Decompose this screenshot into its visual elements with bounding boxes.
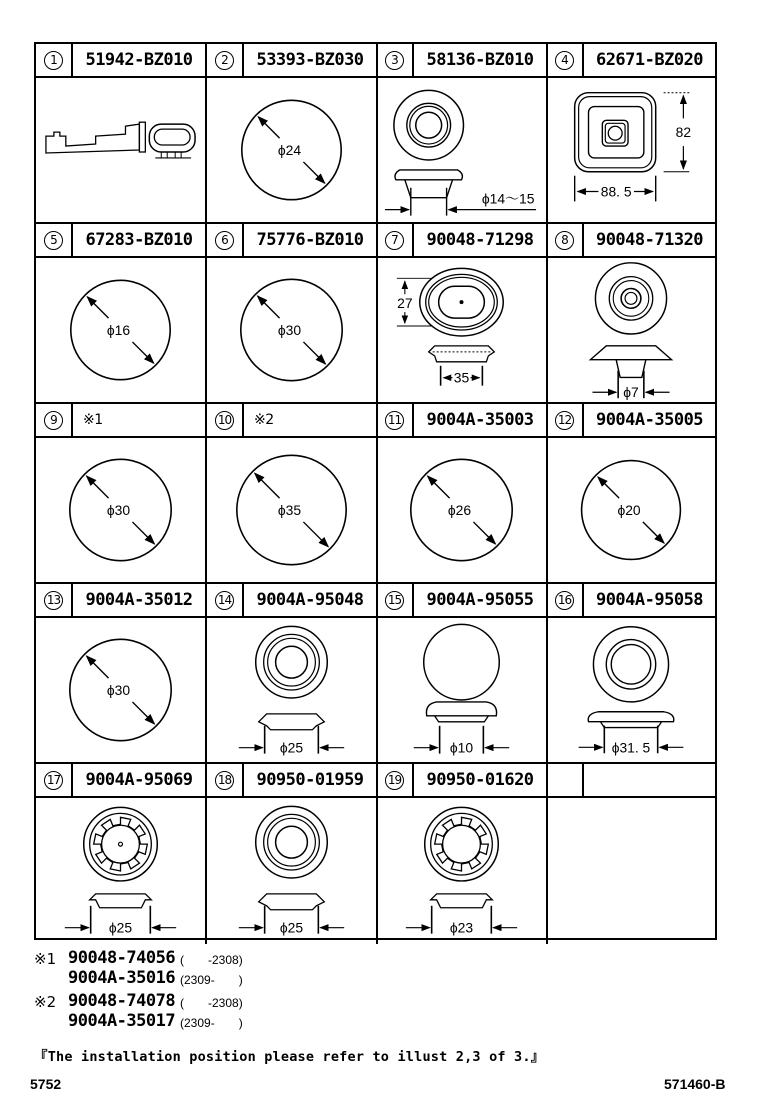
part-header (547, 764, 715, 798)
diameter-label: ϕ25 (279, 919, 304, 936)
part-cell (377, 224, 548, 404)
callout-number: 8 (555, 231, 574, 250)
callout-number-box (547, 404, 584, 436)
part-drawing (207, 78, 376, 224)
footnote-date-range: (2309- ) (180, 973, 243, 987)
diameter-label: ϕ23 (449, 919, 474, 936)
width-label: 88. 5 (600, 183, 632, 200)
part-cell (36, 764, 207, 944)
footnote-mark: ※2 (34, 993, 57, 1011)
dimension-arrow (132, 702, 154, 724)
callout-number: 14 (215, 591, 234, 610)
height-label: 27 (397, 295, 413, 312)
dimension-arrow (87, 656, 109, 678)
callout-number: 2 (215, 51, 234, 70)
part-cell (377, 764, 548, 944)
footnote-date-range: ( -2308) (180, 953, 243, 967)
part-number[interactable]: 9004A-95058 (595, 590, 704, 610)
callout-number-box (36, 584, 73, 616)
part-number[interactable]: 9004A-95055 (426, 590, 534, 610)
part-number[interactable]: 90950-01620 (426, 770, 534, 790)
part-cell (207, 584, 378, 764)
part-drawing (36, 78, 205, 224)
hole-illustration (207, 438, 376, 584)
grommet-square-illustration (547, 78, 715, 224)
callout-number-box (207, 44, 244, 76)
diameter-label: ϕ20 (617, 501, 641, 518)
hole-illustration (377, 438, 546, 584)
part-cell (547, 404, 715, 584)
hole-illustration (207, 258, 376, 404)
callout-number-box (207, 404, 244, 436)
dimension-arrow (258, 117, 279, 138)
part-cell (377, 584, 548, 764)
part-cell (547, 44, 715, 224)
part-cell (207, 404, 378, 584)
dimension-arrow (87, 476, 109, 498)
part-number[interactable]: 75776-BZ010 (256, 230, 364, 250)
grommet-round-illustration (377, 78, 546, 224)
part-header (36, 44, 205, 78)
part-cell (207, 224, 378, 404)
grommet-rings-illustration (207, 798, 376, 944)
installation-instruction: 『The installation position please refer to illust 2,3 of 3.』 (34, 1049, 545, 1065)
footnote-part-number[interactable]: 9004A-35016 (68, 968, 176, 988)
part-cell (36, 44, 207, 224)
callout-number: 4 (555, 51, 574, 70)
part-drawing (36, 258, 205, 404)
part-header (36, 764, 205, 798)
grommet-rings-illustration (207, 618, 376, 764)
diameter-label: ϕ31. 5 (611, 739, 651, 756)
diameter-label: ϕ14～15 (481, 190, 535, 207)
callout-number-box (36, 224, 73, 256)
part-cell (36, 584, 207, 764)
part-header (377, 224, 546, 258)
part-number[interactable]: ※1 (83, 412, 103, 428)
part-cell (207, 44, 378, 224)
part-header (547, 584, 715, 618)
grommet-cone-illustration (547, 258, 715, 404)
callout-number-box (547, 44, 584, 76)
diameter-label: ϕ26 (447, 501, 472, 518)
part-header (377, 764, 546, 798)
callout-number-box (36, 44, 73, 76)
callout-number-box (36, 404, 73, 436)
part-drawing (547, 258, 715, 404)
diameter-label: ϕ35 (277, 501, 302, 518)
part-number[interactable]: 9004A-35005 (595, 410, 704, 430)
part-drawing (547, 438, 715, 584)
height-label: 82 (675, 124, 692, 141)
diameter-label: ϕ10 (449, 739, 474, 756)
callout-number: 13 (44, 591, 63, 610)
footnote-date-range: ( -2308) (180, 996, 243, 1010)
part-number[interactable]: 62671-BZ020 (595, 50, 704, 70)
part-number[interactable]: 90048-71298 (426, 230, 534, 250)
part-drawing (547, 798, 715, 944)
callout-number: 5 (44, 231, 63, 250)
callout-number-box (377, 44, 414, 76)
part-header (36, 224, 205, 258)
empty-cell (547, 764, 715, 944)
part-header (36, 404, 205, 438)
part-cell (377, 404, 548, 584)
dimension-arrow (643, 522, 664, 543)
diameter-label: ϕ30 (277, 321, 302, 338)
dimension-arrow (132, 342, 153, 363)
part-cell (36, 224, 207, 404)
part-drawing (207, 258, 376, 404)
hole-illustration (36, 258, 205, 404)
callout-number-box (547, 584, 584, 616)
dimension-arrow (428, 476, 450, 498)
callout-number-box (547, 764, 584, 796)
part-header (547, 224, 715, 258)
callout-number-box (207, 584, 244, 616)
callout-number-box (377, 584, 414, 616)
part-number[interactable]: 9004A-35012 (85, 590, 193, 610)
bracket-grommet-illustration (36, 78, 205, 224)
callout-number-box (377, 404, 414, 436)
part-number[interactable]: 90048-71320 (595, 230, 704, 250)
footnote-mark: ※1 (34, 950, 57, 968)
illustration-code: 571460-B (664, 1076, 726, 1092)
diameter-label: ϕ7 (623, 384, 639, 401)
part-header (377, 44, 546, 78)
hole-illustration (36, 618, 205, 764)
dimension-arrow (303, 162, 324, 183)
footnote-part-number[interactable]: 90048-74056 (68, 948, 176, 968)
part-header (377, 404, 546, 438)
footnote-part-number[interactable]: 90048-74078 (68, 991, 176, 1011)
part-drawing (547, 618, 715, 764)
diameter-label: ϕ25 (108, 919, 133, 936)
dimension-arrow (87, 297, 108, 318)
page-code-left: 5752 (30, 1076, 62, 1092)
part-number[interactable]: 9004A-95048 (256, 590, 364, 610)
part-header (207, 44, 376, 78)
part-cell (377, 44, 548, 224)
callout-number-box (377, 224, 414, 256)
part-drawing (36, 798, 205, 944)
part-drawing (207, 618, 376, 764)
part-drawing (377, 438, 546, 584)
callout-number: 3 (385, 51, 404, 70)
callout-number: 17 (44, 771, 63, 790)
part-cell (207, 764, 378, 944)
callout-number: 7 (385, 231, 404, 250)
grommet-gear-dot-illustration (36, 798, 205, 944)
part-number[interactable]: 9004A-35003 (426, 410, 534, 430)
callout-number: 1 (44, 51, 63, 70)
part-header (547, 404, 715, 438)
callout-number: 12 (555, 411, 574, 430)
callout-number: 6 (215, 231, 234, 250)
hole-illustration (547, 438, 715, 584)
callout-number: 9 (44, 411, 63, 430)
parts-grid (34, 42, 717, 940)
part-drawing (207, 438, 376, 584)
part-number[interactable]: 51942-BZ010 (85, 50, 193, 70)
hole-illustration (207, 78, 376, 224)
part-header (207, 404, 376, 438)
part-drawing (377, 78, 546, 224)
callout-number-box (207, 224, 244, 256)
part-drawing (377, 258, 546, 404)
callout-number-box (207, 764, 244, 796)
hole-illustration (36, 438, 205, 584)
part-header (377, 584, 546, 618)
diameter-label: ϕ30 (106, 501, 131, 518)
grommet-flat-illustration (547, 618, 715, 764)
dimension-arrow (473, 522, 495, 544)
grommet-oval-illustration (377, 258, 546, 404)
part-drawing (377, 618, 546, 764)
part-drawing (36, 618, 205, 764)
plug-cap-illustration (377, 618, 546, 764)
footnote-part-number[interactable]: 9004A-35017 (68, 1011, 176, 1031)
callout-number: 18 (215, 771, 234, 790)
part-cell (547, 224, 715, 404)
callout-number-box (377, 764, 414, 796)
callout-number-box (36, 764, 73, 796)
part-header (547, 44, 715, 78)
part-header (207, 224, 376, 258)
footnote-date-range: (2309- ) (180, 1016, 243, 1030)
dimension-arrow (598, 477, 619, 498)
part-header (207, 764, 376, 798)
part-header (207, 584, 376, 618)
dimension-arrow (303, 522, 328, 547)
part-header (36, 584, 205, 618)
callout-number: 11 (385, 411, 404, 430)
part-drawing (36, 438, 205, 584)
part-drawing (377, 798, 546, 944)
part-number[interactable]: 9004A-95069 (85, 770, 193, 790)
callout-number: 16 (555, 591, 574, 610)
part-number[interactable]: 90950-01959 (256, 770, 364, 790)
callout-number: 15 (385, 591, 404, 610)
dimension-arrow (258, 296, 280, 318)
part-number[interactable] (584, 764, 715, 796)
part-drawing (207, 798, 376, 944)
dimension-arrow (132, 522, 154, 544)
diameter-label: ϕ30 (106, 681, 131, 698)
dimension-arrow (255, 473, 280, 498)
part-number[interactable]: 58136-BZ010 (426, 50, 534, 70)
callout-number: 19 (385, 771, 404, 790)
part-number[interactable]: 67283-BZ010 (85, 230, 193, 250)
part-drawing (547, 78, 715, 224)
grommet-gear-illustration (377, 798, 546, 944)
diameter-label: ϕ16 (106, 321, 131, 338)
part-cell (36, 404, 207, 584)
width-label: 35 (453, 369, 470, 386)
dimension-arrow (303, 342, 325, 364)
part-number[interactable]: 53393-BZ030 (256, 50, 364, 70)
part-number[interactable]: ※2 (254, 412, 274, 428)
callout-number-box (547, 224, 584, 256)
diameter-label: ϕ25 (279, 739, 304, 756)
diameter-label: ϕ24 (277, 141, 302, 158)
part-cell (547, 584, 715, 764)
callout-number: 10 (215, 411, 234, 430)
